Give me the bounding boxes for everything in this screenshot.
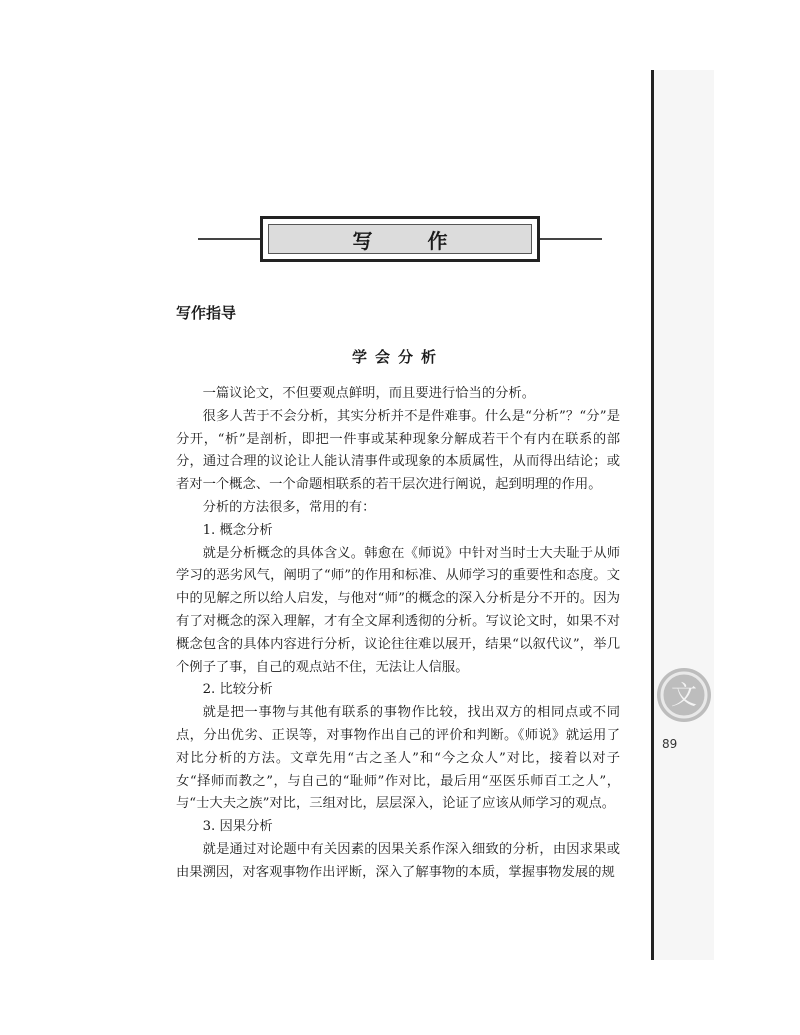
paragraph: 就是把一事物与其他有联系的事物作比较，找出双方的相同点或不同点，分出优劣、正误等，对事物作出自己的评价和判断。《师说》就运用了对比分析的方法。文章先用“古之圣人”和“今之众人”对比，接着以对子女“择师而教之”，与自己的“耻师”作对比，最后用“巫医乐师百工之人”，与“士大夫之族”对比，三组对比，层层深入，论证了应该从师学习的观点。 <box>176 705 620 812</box>
header-frame <box>260 216 540 262</box>
section-label: 写作指导 <box>176 304 237 322</box>
seal-emblem-icon <box>654 664 714 726</box>
margin-rule <box>651 70 654 960</box>
margin-band <box>654 70 714 960</box>
header-panel <box>268 224 532 254</box>
subheading: 3. 因果分析 <box>202 819 273 835</box>
article-title: 学会分析 <box>351 348 444 366</box>
header-rule-left <box>198 238 260 240</box>
paragraph: 就是分析概念的具体含义。韩愈在《师说》中针对当时士大夫耻于从师学习的恶劣风气，阐明了“师”的作用和标准、从师学习的重要性和态度。文中的见解之所以给人启发，与他对“师”的概念的深入分析是分不开的。因为有了对概念的深入理解，才有全文犀利透彻的分析。写议论文时，如果不对概念包含的具体内容进行分析，议论往往难以展开，结果“以叙代议”，举几个例子了事，自己的观点站不住，无法让人信服。 <box>176 545 620 675</box>
subheading: 1. 概念分析 <box>202 522 273 538</box>
paragraph: 一篇议论文，不但要观点鲜明，而且要进行恰当的分析。 <box>202 386 536 401</box>
chapter-header <box>198 216 602 262</box>
subheading: 2. 比较分析 <box>202 682 273 698</box>
header-rule-right <box>540 238 602 240</box>
chapter-title: 写 作 <box>352 228 472 253</box>
article-body <box>176 383 620 885</box>
seal-character: 文 <box>670 681 698 711</box>
page-number: 89 <box>662 737 678 751</box>
paragraph: 分析的方法很多，常用的有： <box>202 499 376 515</box>
paragraph: 很多人苦于不会分析，其实分析并不是件难事。什么是“分析”？“分”是分开，“析”是剖析，即把一件事或某种现象分解成若干个有内在联系的部分，通过合理的议论让人能认清事件或现象的本质属性，从而得出结论；或者对一个概念、一个命题相联系的若干层次进行阐说，起到明理的作用。 <box>176 408 620 493</box>
paragraph: 就是通过对论题中有关因素的因果关系作深入细致的分析，由因求果或由果溯因，对客观事物作出评断，深入了解事物的本质，掌握事物发展的规 <box>176 841 620 880</box>
